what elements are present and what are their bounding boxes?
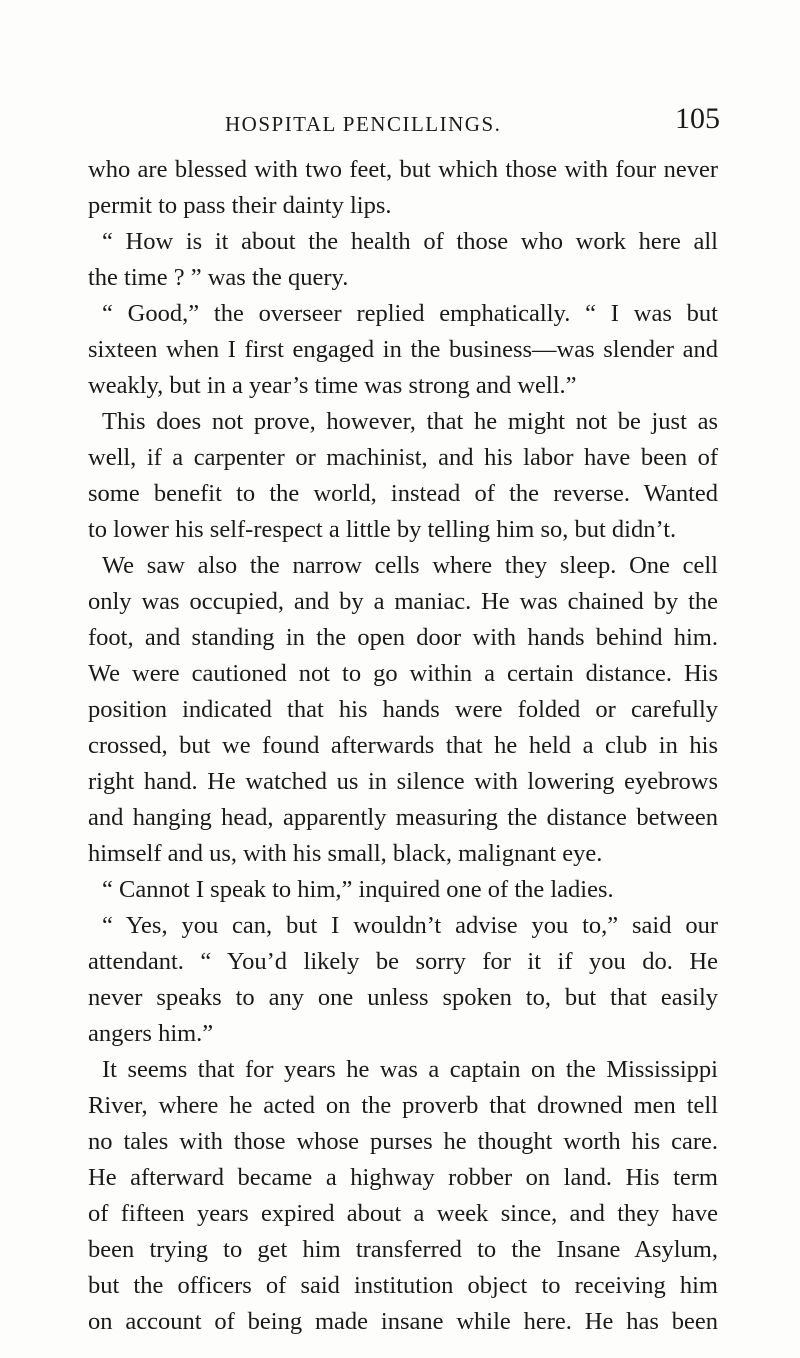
- text-line: weakly, but in a year’s time was strong and well.”: [88, 372, 577, 399]
- text-line: to lower his self-respect a little by telling him so, but didn’t.: [88, 516, 677, 543]
- text-line: well, if a carpenter or machinist, and his labor have been of: [88, 444, 718, 471]
- text-line: attendant. “ You’d likely be sorry for it if you do. He: [88, 948, 718, 975]
- running-title: HOSPITAL PENCILLINGS.: [225, 112, 502, 136]
- page-number: 105: [675, 102, 720, 135]
- text-line: some benefit to the world, instead of the reverse. Wanted: [88, 480, 718, 507]
- text-line: only was occupied, and by a maniac. He was chained by the: [88, 588, 718, 615]
- text-line: It seems that for years he was a captain on the Mississippi: [102, 1056, 718, 1083]
- text-line: been trying to get him transferred to the Insane Asylum,: [88, 1236, 718, 1263]
- body-text: [88, 152, 718, 1340]
- text-line: This does not prove, however, that he might not be just as: [102, 408, 718, 435]
- text-line: “ Good,” the overseer replied emphatically. “ I was but: [102, 300, 718, 327]
- text-line: the time ? ” was the query.: [88, 264, 349, 291]
- text-line: We were cautioned not to go within a certain distance. His: [88, 660, 718, 687]
- text-line: never speaks to any one unless spoken to, but that easily: [88, 984, 718, 1011]
- text-line: who are blessed with two feet, but which those with four never: [88, 156, 718, 183]
- text-line: “ Cannot I speak to him,” inquired one of the ladies.: [102, 876, 614, 903]
- text-line: We saw also the narrow cells where they sleep. One cell: [102, 552, 718, 579]
- text-line: “ How is it about the health of those who work here all: [102, 228, 718, 255]
- text-line: foot, and standing in the open door with hands behind him.: [88, 624, 718, 651]
- text-line: but the officers of said institution object to receiving him: [88, 1272, 718, 1299]
- text-line: no tales with those whose purses he thought worth his care.: [88, 1128, 718, 1155]
- text-line: and hanging head, apparently measuring the distance between: [88, 804, 718, 831]
- running-head: [90, 100, 720, 140]
- text-line: angers him.”: [88, 1020, 214, 1047]
- text-line: position indicated that his hands were folded or carefully: [88, 696, 718, 723]
- text-line: himself and us, with his small, black, malignant eye.: [88, 840, 603, 867]
- text-line: “ Yes, you can, but I wouldn’t advise you to,” said our: [102, 912, 718, 939]
- text-line: crossed, but we found afterwards that he held a club in his: [88, 732, 718, 759]
- text-line: sixteen when I first engaged in the business—was slender and: [88, 336, 718, 363]
- text-line: of fifteen years expired about a week since, and they have: [88, 1200, 718, 1227]
- text-line: permit to pass their dainty lips.: [88, 192, 392, 219]
- text-line: right hand. He watched us in silence with lowering eyebrows: [88, 768, 718, 795]
- text-line: He afterward became a highway robber on land. His term: [88, 1164, 718, 1191]
- text-line: River, where he acted on the proverb that drowned men tell: [88, 1092, 718, 1119]
- text-line: on account of being made insane while here. He has been: [88, 1308, 718, 1335]
